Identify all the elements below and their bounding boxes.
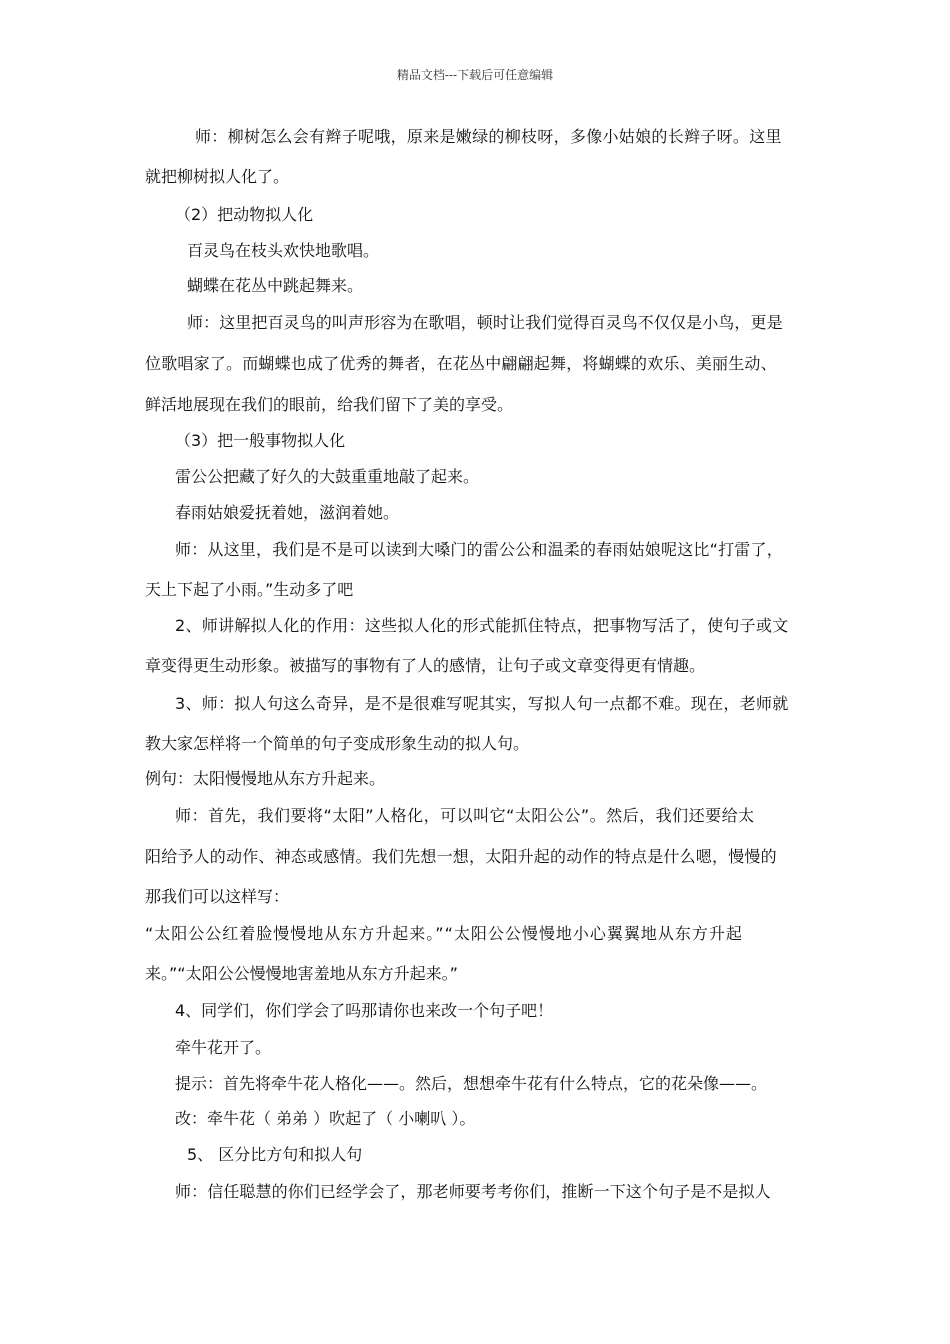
section-heading: （3）把一般事物拟人化 [175, 431, 346, 450]
paragraph-line: 师：信任聪慧的你们已经学会了，那老师要考考你们，推断一下这个句子是不是拟人 [175, 1182, 771, 1201]
paragraph-line: 章变得更生动形象。被描写的事物有了人的感情，让句子或文章变得更有情趣。 [145, 656, 706, 675]
paragraph-line: 那我们可以这样写： [145, 887, 290, 906]
paragraph-line: 提示：首先将牵牛花人格化——。然后，想想牵牛花有什么特点，它的花朵像——。 [175, 1074, 768, 1093]
paragraph-line: 师：这里把百灵鸟的叫声形容为在歌唱，顿时让我们觉得百灵鸟不仅仅是小鸟，更是 [187, 313, 783, 332]
paragraph-line: 3、师：拟人句这么奇异，是不是很难写呢其实，写拟人句一点都不难。现在，老师就 [175, 694, 789, 713]
paragraph-line: 师：首先，我们要将“太阳”人格化，可以叫它“太阳公公”。然后，我们还要给太 [175, 806, 755, 825]
paragraph-line: 位歌唱家了。而蝴蝶也成了优秀的舞者，在花丛中翩翩起舞，将蝴蝶的欢乐、美丽生动、 [145, 354, 777, 373]
paragraph-line: 来。”“太阳公公慢慢地害羞地从东方升起来。” [145, 964, 458, 983]
paragraph-line: 4、同学们，你们学会了吗那请你也来改一个句子吧！ [175, 1001, 554, 1020]
paragraph-line: 阳给予人的动作、神态或感情。我们先想一想，太阳升起的动作的特点是什么嗯，慢慢的 [145, 847, 777, 866]
example-sentence: 牵牛花开了。 [175, 1038, 272, 1057]
section-heading: 5、 区分比方句和拟人句 [187, 1145, 363, 1164]
page-header: 精品文档---下载后可任意编辑 [396, 68, 554, 82]
example-sentence: 例句：太阳慢慢地从东方升起来。 [145, 769, 386, 788]
paragraph-line: 师：柳树怎么会有辫子呢哦，原来是嫩绿的柳枝呀，多像小姑娘的长辫子呀。这里 [195, 127, 782, 146]
paragraph-line: “太阳公公红着脸慢慢地从东方升起来。”“太阳公公慢慢地小心翼翼地从东方升起 [145, 924, 743, 943]
example-sentence: 百灵鸟在枝头欢快地歌唱。 [187, 241, 380, 260]
paragraph-line: 鲜活地展现在我们的眼前，给我们留下了美的享受。 [145, 395, 514, 414]
example-sentence: 蝴蝶在花丛中跳起舞来。 [187, 276, 364, 295]
section-heading: （2）把动物拟人化 [175, 205, 314, 224]
example-sentence: 雷公公把藏了好久的大鼓重重地敲了起来。 [175, 467, 480, 486]
paragraph-line: 就把柳树拟人化了。 [145, 167, 290, 186]
paragraph-line: 改：牵牛花（ 弟弟 ）吹起了（ 小喇叭 ）。 [175, 1109, 476, 1128]
example-sentence: 春雨姑娘爱抚着她，滋润着她。 [175, 503, 400, 522]
paragraph-line: 师：从这里，我们是不是可以读到大嗓门的雷公公和温柔的春雨姑娘呢这比“打雷了， [175, 540, 783, 559]
paragraph-line: 天上下起了小雨。”生动多了吧 [145, 580, 354, 599]
paragraph-line: 2、师讲解拟人化的作用：这些拟人化的形式能抓住特点，把事物写活了，使句子或文 [175, 616, 789, 635]
paragraph-line: 教大家怎样将一个简单的句子变成形象生动的拟人句。 [145, 734, 530, 753]
